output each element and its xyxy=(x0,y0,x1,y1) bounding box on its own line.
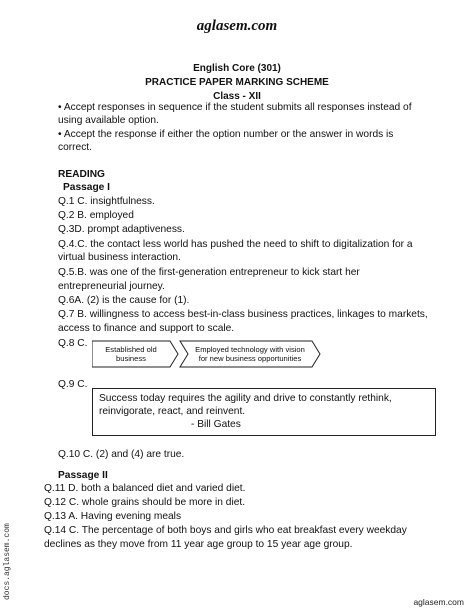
instruction-line: correct. xyxy=(58,142,92,153)
side-watermark: docs.aglasem.com xyxy=(3,523,12,600)
passage-heading: Passage II xyxy=(58,470,108,481)
answer-line: entrepreneurial journey. xyxy=(58,281,165,292)
answer-line: Q.4.C. the contact less world has pushed the need to shift to digitalization for a xyxy=(58,239,413,250)
flow-step-2-text: Employed technology with vision for new business opportunities xyxy=(195,345,305,363)
class-heading: Class - XII xyxy=(213,91,261,102)
answer-line: Q.1 C. insightfulness. xyxy=(58,196,155,207)
answer-line: declines as they move from 11 year age group to 15 year age group. xyxy=(44,539,353,550)
answer-line: access to finance and support to scale. xyxy=(58,323,235,334)
passage-heading: Passage I xyxy=(63,182,111,193)
answer-line: Q.2 B. employed xyxy=(58,210,134,221)
answer-line: Q.5.B. was one of the first-generation entrepreneur to kick start her xyxy=(58,267,360,278)
quote-line: reinvigorate, react, and reinvent. xyxy=(99,406,246,417)
answer-line: Q.14 C. The percentage of both boys and girls who eat breakfast every weekday xyxy=(44,525,407,536)
flow-step-1-text: Established old business xyxy=(105,345,157,363)
document-title: PRACTICE PAPER MARKING SCHEME xyxy=(145,77,329,88)
subject-heading: English Core (301) xyxy=(193,63,281,74)
quote-line: Success today requires the agility and drive to constantly rethink, xyxy=(99,393,392,404)
answer-line: Q.10 C. (2) and (4) are true. xyxy=(58,449,185,460)
answer-line: Q.3D. prompt adaptiveness. xyxy=(58,224,185,235)
footer-site: aglasem.com xyxy=(413,597,464,607)
answer-label-q9: Q.9 C. xyxy=(58,379,88,390)
site-logo-text: aglasem.com xyxy=(196,18,278,34)
quote-author: - Bill Gates xyxy=(191,419,241,430)
answer-line: Q.13 A. Having evening meals xyxy=(44,511,182,522)
answer-line: Q.6A. (2) is the cause for (1). xyxy=(58,295,190,306)
answer-line: Q.11 D. both a balanced diet and varied diet. xyxy=(44,483,246,494)
instruction-line: • Accept responses in sequence if the student submits all responses instead of xyxy=(58,102,412,113)
instruction-line: using available option. xyxy=(58,115,159,126)
section-heading: READING xyxy=(58,169,105,180)
instruction-line: • Accept the response if either the option number or the answer in words is xyxy=(58,129,394,140)
answer-label-q8: Q.8 C. xyxy=(58,338,88,349)
answer-line: virtual business interaction. xyxy=(58,252,181,263)
answer-line: Q.7 B. willingness to access best-in-class business practices, linkages to markets, xyxy=(58,309,428,320)
quote-box xyxy=(92,388,436,436)
answer-line: Q.12 C. whole grains should be more in diet. xyxy=(44,497,246,508)
